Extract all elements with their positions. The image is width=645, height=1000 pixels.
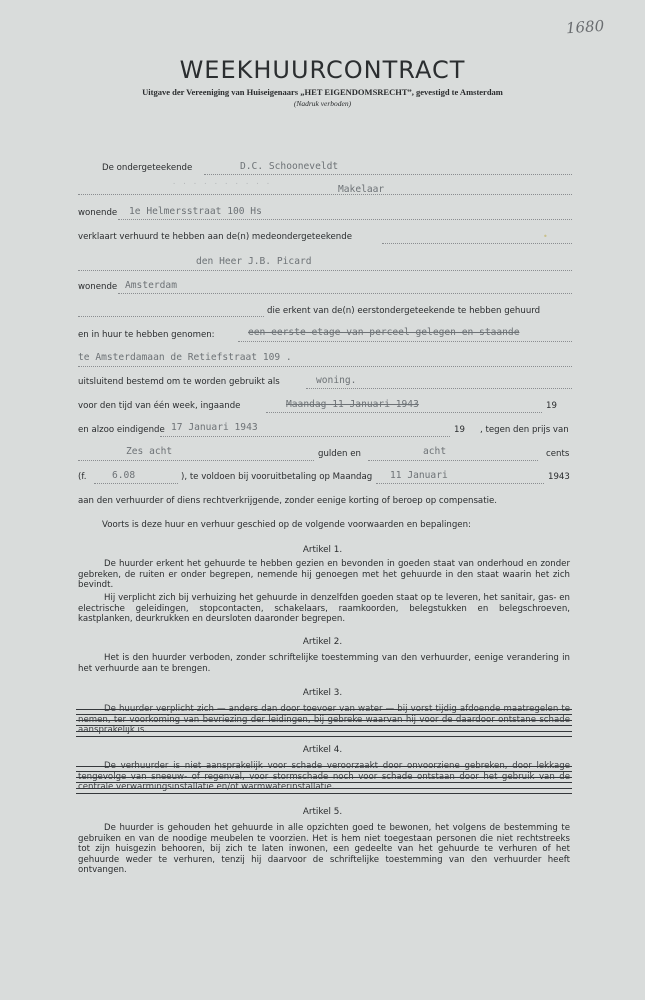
article-heading: Artikel 3. (302, 688, 343, 698)
use-label: uitsluitend bestemd om te worden gebruikt als (78, 377, 280, 387)
strike-line (76, 731, 572, 732)
dotted-line (78, 270, 572, 271)
strike-line (76, 725, 572, 726)
amount-value: 6.08 (112, 470, 136, 481)
strike-line (76, 788, 572, 789)
dotted-line (78, 194, 572, 195)
article-heading: Artikel 5. (302, 807, 343, 817)
article-paragraph-struck: De huurder verplicht zich — anders dan door toevoer van water — bij vorst tijdig afdoende maatregelen te nemen, ter voorkoming van bevriezing der leidingen, bij gebreke waarvan hij voor de daardoor ontstane schade aansprakelijk is. (78, 704, 570, 736)
year-suffix: 19 (546, 401, 557, 411)
tenant-value: den Heer J.B. Picard (196, 256, 312, 267)
strike-line (76, 714, 572, 715)
payment-to-label: aan den verhuurder of diens rechtverkrijgende, zonder eenige korting of beroep op compensatie. (78, 496, 497, 506)
undersigned-value: D.C. Schooneveldt (240, 161, 339, 172)
dotted-line (94, 483, 178, 484)
conditions-intro: Voorts is deze huur en verhuur geschied op de volgende voorwaarden en bepalingen: (102, 520, 471, 530)
strike-line (76, 766, 572, 767)
article-paragraph: Hij verplicht zich bij verhuizing het gehuurde in denzelfden goeden staat op te leveren, het sanitair, gas- en electrische geleidingen, stopcontacten, schakelaars, raamkoorden, belegstukken en belegschroeven, kastplanken, deurkrukken en deursloten daaronder begrepen. (78, 593, 570, 625)
dotted-line (160, 436, 450, 437)
article-heading: Artikel 4. (302, 745, 343, 755)
dotted-line (376, 483, 544, 484)
declares-label: verklaart verhuurd te hebben aan de(n) medeondergeteekende (78, 232, 352, 242)
publisher-line: Uitgave der Vereeniging van Huiseigenaars „HET EIGENDOMSRECHT”, gevestigd te Amsterdam (142, 87, 503, 97)
strike-line (76, 777, 572, 778)
faint-typed-text: · · · · · · · · · · (172, 180, 272, 188)
reprint-notice: (Nadruk verboden) (293, 99, 352, 108)
address-value: 1e Helmersstraat 100 Hs (129, 206, 262, 217)
dotted-line (78, 366, 572, 367)
strike-line (76, 720, 572, 721)
article-paragraph: De huurder erkent het gehuurde te hebben gezien en bevonden in goeden staat van onderhoud en zonder gebreken, de ruiten er onder begrepen, nemende hij genoegen met het gehuurde in den staat waarin het zich bevindt. (78, 559, 570, 591)
strike-line (76, 782, 572, 783)
dotted-line (204, 174, 572, 175)
guilders-value: Zes acht (126, 446, 173, 457)
guilders-label: gulden en (318, 449, 361, 459)
end-date-value: 17 Januari 1943 (171, 422, 258, 433)
strike-line (76, 709, 572, 710)
cents-label: cents (546, 449, 570, 459)
article-paragraph: De huurder is gehouden het gehuurde in alle opzichten goed te bewonen, het volgens de bestemming te gebruiken en van de noodige meubelen te voorzien. Het is hem niet toegestaan personen die niet rechtstreeks tot zijn huisgezin behooren, bij zich te laten inwonen, een gedeelte van het gehuurde te verhuren of het gehuurde weder te verhuren, tenzij hij daarvoor de schriftelijke toestemming van den verhuurder heeft ontvangen. (78, 823, 570, 876)
dotted-line (382, 243, 572, 244)
strike-line (76, 793, 572, 794)
document-title: WEEKHUURCONTRACT (179, 56, 466, 84)
dotted-line (306, 388, 572, 389)
tenant-city-value: Amsterdam (125, 280, 177, 291)
strike-line (76, 771, 572, 772)
dotted-line (78, 316, 264, 317)
article-heading: Artikel 1. (302, 545, 343, 555)
amount-prefix: (f. (78, 472, 87, 482)
dotted-line (266, 412, 542, 413)
payment-label: ), te voldoen bij vooruitbetaling op Maandag (181, 472, 373, 482)
acknowledges-label: die erkent van de(n) eerstondergeteekende te hebben gehuurd (267, 306, 541, 316)
period-label: voor den tijd van één week, ingaande (78, 401, 241, 411)
start-date-value: Maandag 11 Januari 1943 (286, 399, 419, 410)
property-value-line-1: een eerste etage van perceel gelegen en staande (248, 327, 520, 338)
dotted-line (118, 293, 572, 294)
article-heading: Artikel 2. (302, 637, 343, 647)
dotted-line (78, 460, 314, 461)
article-paragraph: Het is den huurder verboden, zonder schriftelijke toestemming van den verhuurder, eenige verandering in het verhuurde aan te brengen. (78, 653, 570, 674)
payment-year: 1943 (548, 472, 570, 482)
archive-number: 1680 (565, 16, 605, 38)
residing-label: wonende (78, 208, 118, 218)
payment-day-value: 11 Januari (390, 470, 448, 481)
profession-value: Makelaar (338, 184, 385, 195)
cents-value: acht (423, 446, 447, 457)
undersigned-label: De ondergeteekende (102, 163, 193, 173)
rented-label: en in huur te hebben genomen: (78, 330, 215, 340)
dotted-line (118, 219, 572, 220)
dotted-line (238, 341, 572, 342)
stray-mark: • (543, 232, 548, 241)
continued-label: en alzoo eindigende (78, 425, 165, 435)
residing-label: wonende (78, 282, 118, 292)
year-suffix: 19 (454, 425, 465, 435)
use-value: woning. (316, 375, 357, 386)
dotted-line (368, 460, 538, 461)
strike-line (76, 736, 572, 737)
article-paragraph-struck: De verhuurder is niet aansprakelijk voor schade veroorzaakt door onvoorziene gebreken, door lekkage tengevolge van sneeuw- of regenval, voor stormschade noch voor schade ontstaan door het gebruik van de centrale verwarmingsinstallatie en/of warmwaterinstallatie. (78, 761, 570, 793)
price-label: , tegen den prijs van (480, 425, 569, 435)
property-value-line-2: te Amsterdamaan de Retiefstraat 109 . (78, 352, 292, 363)
